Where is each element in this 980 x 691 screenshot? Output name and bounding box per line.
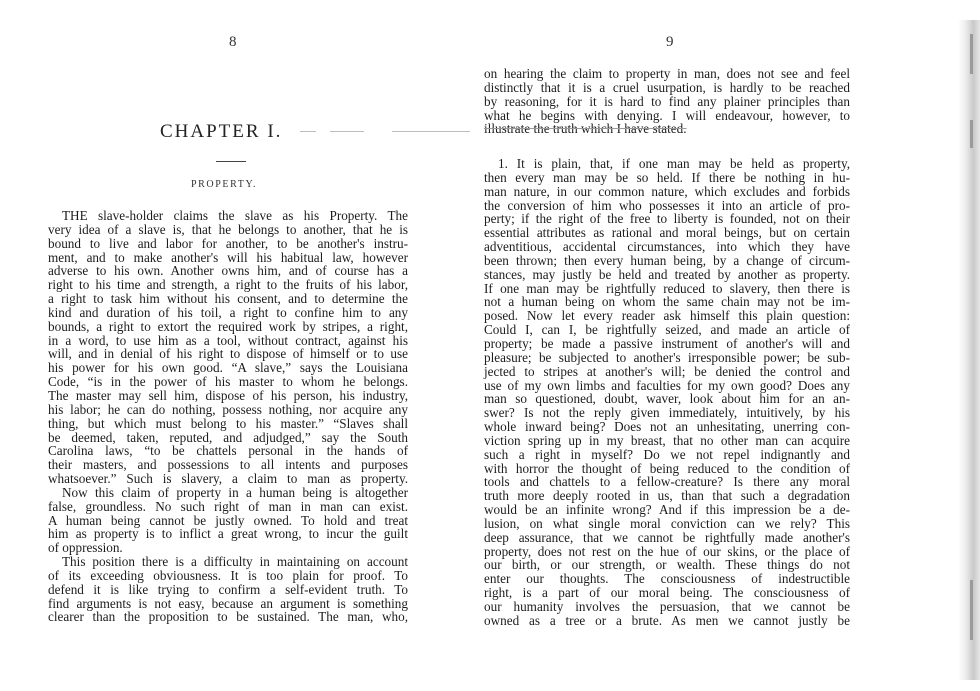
text-line: swer? Is not the reply given immediately, intuitively, by his [484,405,850,421]
text-line: of oppression. [48,540,123,556]
chapter-rule-left [300,131,316,132]
text-line: Carolina laws, “to be chattels personal in the hands of [48,443,408,459]
text-line: our birth, or our strength, or wealth. These things do not [484,557,850,573]
text-line: bounds, a right to extort the required work by stripes, a right, [48,318,408,334]
edge-mark [970,120,973,148]
chapter-title: CHAPTER I. [160,121,283,142]
text-line: false, groundless. No such right of man in man can exist. [48,498,408,514]
left-page-number: 8 [229,34,237,50]
text-line: kind and duration of his toil, a right to confine him to any [48,304,408,320]
right-page-number: 9 [666,34,674,50]
text-line: If one man may be rightfully reduced to slavery, then there is [484,280,850,296]
section-title: PROPERTY. [191,179,258,190]
text-line: on hearing the claim to property in man, does not see and feel [484,66,850,81]
text-line: whatsoever.” Such is slavery, a claim to man as property. [48,471,408,487]
text-line: posed. Now let every reader ask himself this plain question: [484,308,850,324]
text-line: whole inward being? Does not an unhesitating, unerring con- [484,419,850,435]
text-line: perty; if the right of the free to liberty is founded, not on their [484,211,850,227]
text-line: stances, may justly be held and treated by another as property. [484,266,850,282]
text-line: illustrate the truth which I have stated. [484,121,687,137]
edge-mark [970,580,973,640]
text-line: our humanity involves the persuasion, that we cannot be [484,599,850,614]
text-line: man nature, in our common nature, which excludes and forbids [484,183,850,199]
text-line: of its exceeding obviousness. It is too plain for proof. To [48,567,408,583]
text-line: defend it is like trying to confirm a self-evident truth. To [48,581,408,597]
text-line: clearer than the proposition to be sustained. The man, who, [48,609,408,625]
edge-mark [970,34,973,74]
text-line: property; be made a passive instrument of another's will and [484,335,850,351]
text-line: his labor; he can do nothing, possess nothing, nor acquire any [48,401,408,417]
text-line: distinctly that it is a cruel usurpation, is hardly to be reached [484,79,850,95]
text-line: truth more deeply rooted in us, than that such a degradation [484,488,850,504]
text-line: his power for his own good. “A slave,” says the Louisiana [48,360,408,376]
text-line: pleasure; be subjected to another's irresponsible power; be sub- [484,349,850,365]
text-line: their masters, and possessions to all intents and purposes [48,457,408,473]
chapter-rule-right [392,131,470,132]
text-line: use of my own limbs and faculties for my own good? Does any [484,377,850,393]
text-line: then every man may be so held. If there be nothing in hu- [484,169,850,185]
text-line: will, and in denial of his right to dispose of himself or to use [48,346,408,362]
text-line: the conversion of him who possesses it into an article of pro- [484,197,850,213]
text-line: him as property is to inflict a great wrong, to incur the guilt [48,526,408,542]
text-line: what he begins with denying. I will endeavour, however, to [484,107,850,123]
text-line: 1. It is plain, that, if one man may be held as property, [498,156,850,171]
text-line: Could I, can I, be rightfully seized, and made an article of [484,322,850,338]
text-line: such a right in myself? Do we not repel indignantly and [484,446,850,462]
text-line: man so questioned, doubt, waver, look about him for an an- [484,391,850,407]
text-line: would be an infinite wrong? And if this impression be a de- [484,502,850,518]
text-line: in a word, to use him as a tool, without contract, against his [48,332,408,348]
text-line: enter our thoughts. The consciousness of indestructible [484,571,850,587]
text-line: ment, and to make another's will his habitual law, however [48,249,408,265]
text-line: jected to stripes at another's will; be denied the control and [484,363,850,379]
text-line: thing, but which must belong to his master.” “Slaves shall [48,415,408,431]
text-line: been thrown; then every human being, by a change of circum- [484,252,850,268]
text-line: The master may sell him, dispose of his person, his industry, [48,387,408,403]
text-line: be deemed, taken, reputed, and adjudged,” say the South [48,429,408,445]
text-line: adverse to his own. Another owns him, and of course has a [48,263,408,279]
text-line: deep assurance, that we cannot be rightfully made another's [484,529,850,545]
text-line: adventitious, accidental circumstances, into which they have [484,239,850,255]
text-line: very idea of a slave is, that he belongs to another, that he is [48,221,408,237]
text-line: THE slave-holder claims the slave as his Property. The [62,208,408,223]
right-page [470,0,980,691]
text-line: right to his time and strength, a right to the fruits of his labor, [48,277,408,293]
text-line: Now this claim of property in a human being is altogether [62,484,408,500]
book-edge [958,20,980,680]
heading-divider [216,161,246,162]
text-line: by reasoning, for it is hard to find any plainer principles than [484,93,850,109]
text-line: with horror the thought of being reduced to the condition of [484,460,850,476]
left-page [0,0,470,691]
right-page-body [484,157,850,628]
text-line: owned as a tree or a brute. As men we cannot justly be [484,612,850,628]
text-line: find arguments is not easy, because an argument is something [48,595,408,611]
right-page-continuation [484,67,850,136]
text-line: right, is a part of our moral being. The consciousness of [484,585,850,601]
left-page-body [48,209,408,624]
text-line: a right to task him without his consent, and to determine the [48,291,408,307]
text-line: viction spring up in my breast, that no other man can acquire [484,432,850,448]
text-line: bound to live and labor for another, to be another's instru- [48,235,408,251]
text-line: This position there is a difficulty in maintaining on account [62,554,408,570]
text-line: property, does not rest on the hue of our skins, or the place of [484,543,850,559]
chapter-rule-mid [330,131,364,132]
text-line: tools and chattels to a fellow-creature? Is there any moral [484,474,850,490]
text-line: not a human being on whom the same chain may not be im- [484,294,850,310]
text-line: Code, “is in the power of his master to whom he belongs. [48,374,408,390]
text-line: lusion, on what single moral conviction can we rely? This [484,515,850,531]
text-line: essential attributes as rational and moral beings, but on certain [484,225,850,241]
text-line: A human being cannot be justly owned. To hold and treat [48,512,408,528]
